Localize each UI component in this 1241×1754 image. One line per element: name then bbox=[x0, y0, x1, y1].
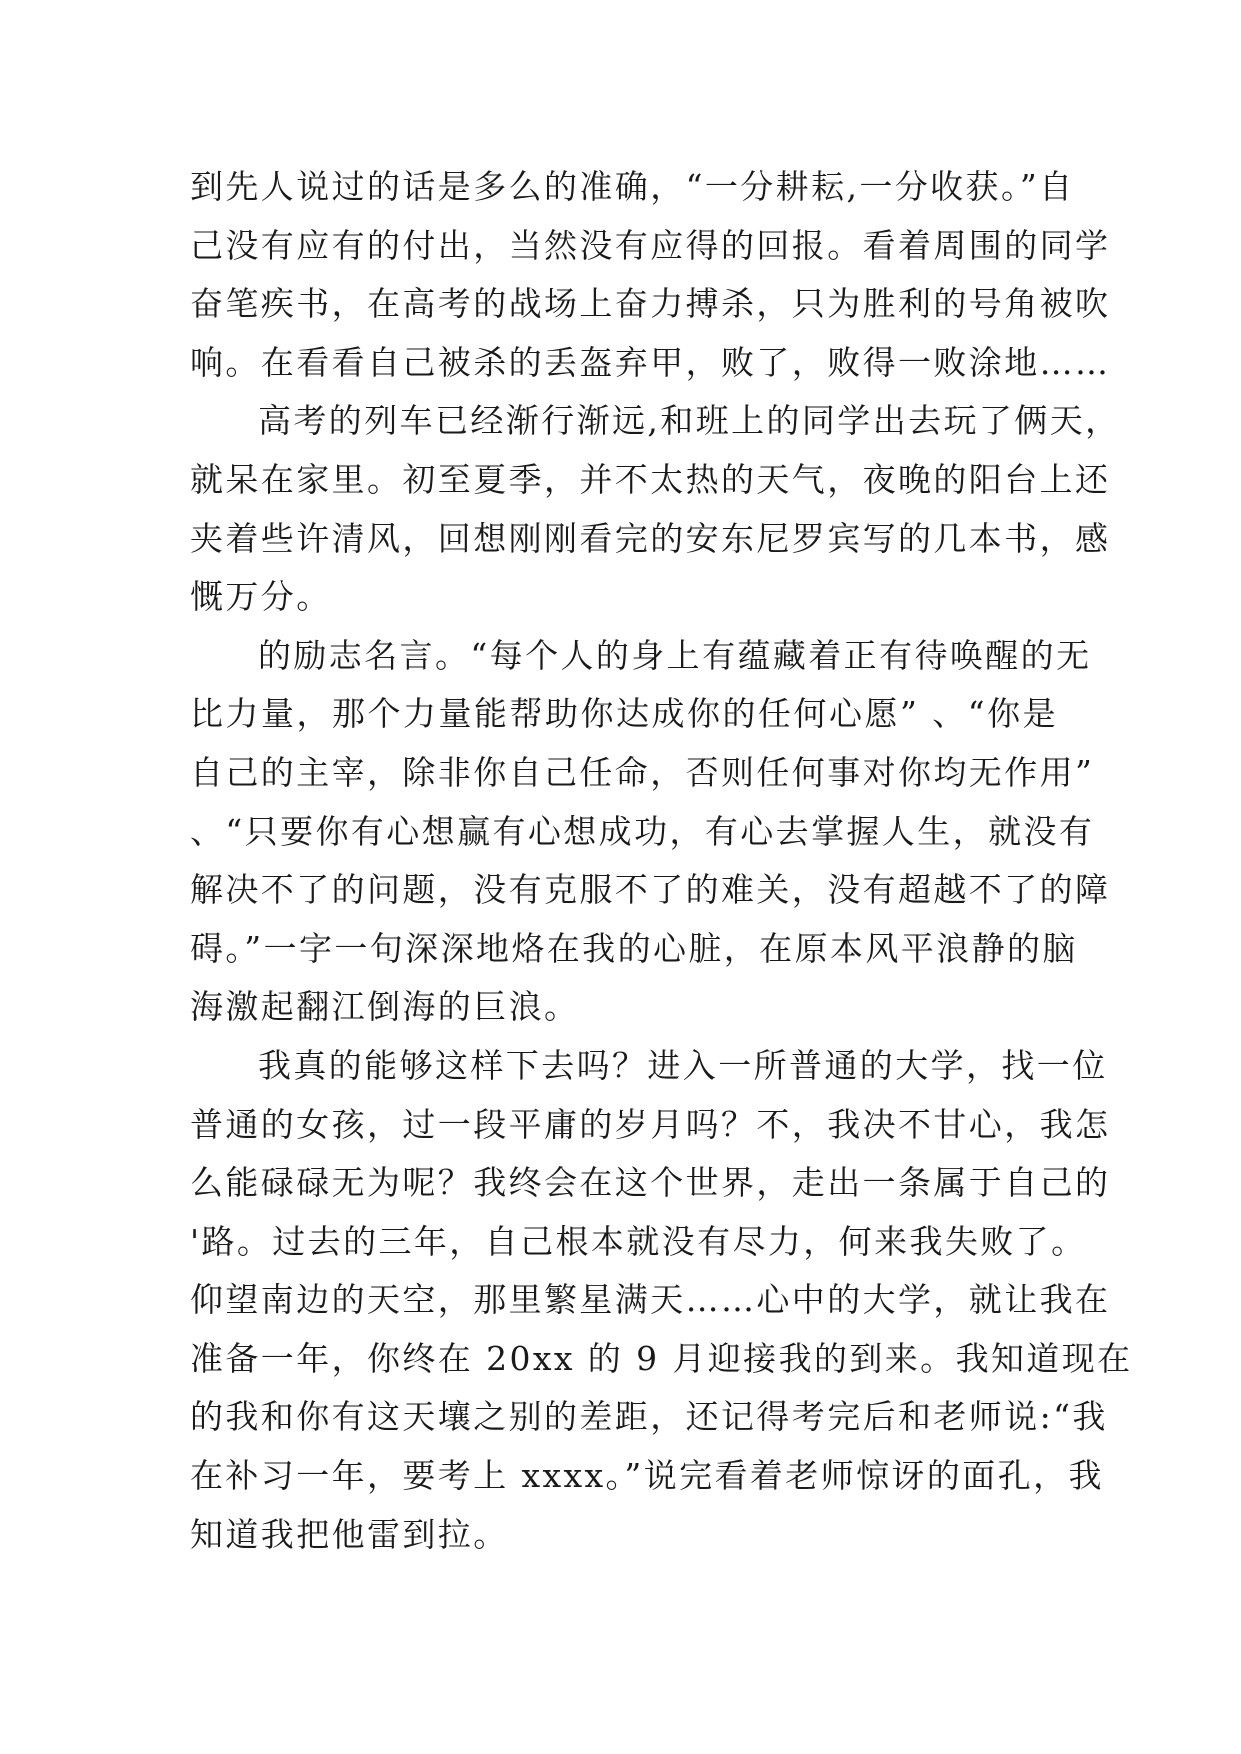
paragraph-2 bbox=[190, 392, 1121, 626]
text-line: 海激起翻江倒海的巨浪。 bbox=[190, 987, 580, 1027]
paragraph-4 bbox=[190, 1037, 1133, 1564]
text-line: 慨万分。 bbox=[190, 577, 332, 617]
document-body bbox=[190, 158, 1133, 1564]
text-line: 准备一年，你终在 20xx 的 9 月迎接我的到来。我知道现在 bbox=[190, 1338, 1133, 1378]
text-line: 夹着些许清风，回想刚刚看完的安东尼罗宾写的几本书，感 bbox=[190, 518, 1111, 558]
text-line: 仰望南边的天空，那里繁星满天……心中的大学，就让我在 bbox=[190, 1280, 1111, 1320]
text-line: 的励志名言。“每个人的身上有蕴藏着正有待唤醒的无 bbox=[258, 635, 1092, 675]
text-line: 在补习一年，要考上 xxxx。”说完看着老师惊讶的面孔，我 bbox=[190, 1456, 1104, 1496]
text-line: 、“只要你有心想赢有心想成功，有心去掌握人生，就没有 bbox=[190, 811, 1095, 851]
text-line: 奋笔疾书，在高考的战场上奋力搏杀，只为胜利的号角被吹 bbox=[190, 284, 1111, 324]
text-line: 到先人说过的话是多么的准确，“一分耕耘,一分收获。”自 bbox=[190, 167, 1075, 206]
text-line: 解决不了的问题，没有克服不了的难关，没有超越不了的障 bbox=[190, 870, 1111, 910]
text-line: 响。在看看自己被杀的丢盔弃甲，败了，败得一败涂地…… bbox=[190, 342, 1111, 382]
text-line: 么能碌碌无为呢？我终会在这个世界，走出一条属于自己的 bbox=[190, 1163, 1111, 1203]
text-line: 我真的能够这样下去吗？进入一所普通的大学，找一位 bbox=[258, 1045, 1108, 1085]
paragraph-1 bbox=[190, 158, 1111, 392]
text-line: 比力量，那个力量能帮助你达成你的任何心愿” 、“你是 bbox=[190, 694, 1058, 734]
text-line: '路。过去的三年，自己根本就没有尽力，何来我失败了。 bbox=[190, 1221, 1087, 1261]
text-line: 知道我把他雷到拉。 bbox=[190, 1514, 509, 1554]
text-line: 的我和你有这天壤之别的差距，还记得考完后和老师说:“我 bbox=[190, 1397, 1108, 1437]
text-line: 己没有应有的付出，当然没有应得的回报。看着周围的同学 bbox=[190, 225, 1111, 265]
text-line: 就呆在家里。初至夏季，并不太热的天气，夜晚的阳台上还 bbox=[190, 459, 1111, 499]
text-line: 普通的女孩，过一段平庸的岁月吗？不，我决不甘心，我怎 bbox=[190, 1104, 1111, 1144]
text-line: 碍。”一字一句深深地烙在我的心脏，在原本风平浪静的脑 bbox=[190, 928, 1078, 968]
paragraph-3 bbox=[190, 627, 1111, 1037]
text-line: 高考的列车已经渐行渐远,和班上的同学出去玩了俩天， bbox=[258, 401, 1121, 441]
text-line: 自己的主宰，除非你自己任命，否则任何事对你均无作用” bbox=[190, 752, 1095, 792]
